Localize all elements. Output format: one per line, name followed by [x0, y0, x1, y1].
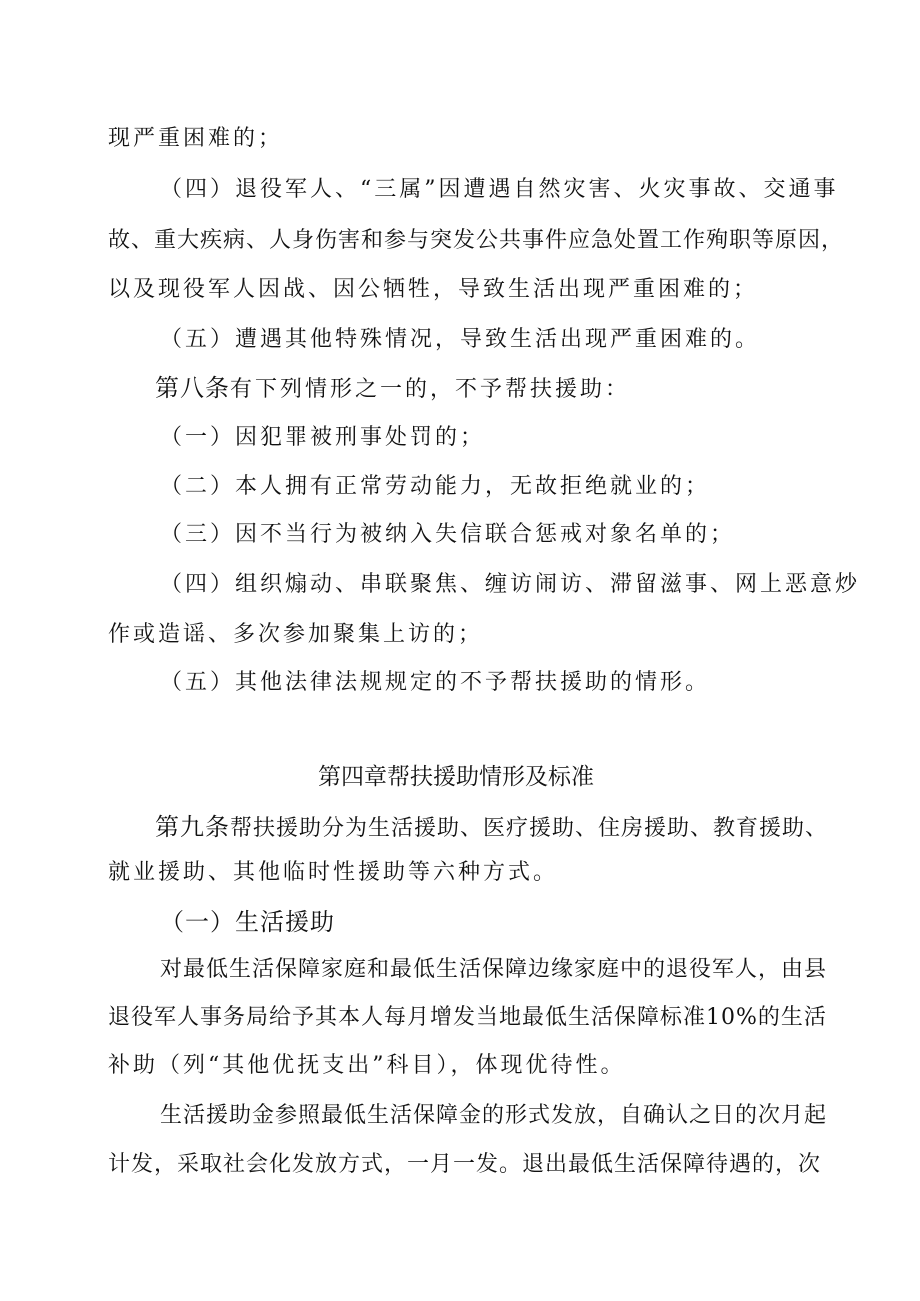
text-line: 作或造谣、多次参加聚集上访的；: [108, 622, 484, 647]
text-line: （五）其他法律法规规定的不予帮扶援助的情形。: [160, 670, 711, 695]
text-line: 有下列情形之一的，不予帮扶援助：: [230, 377, 631, 402]
text-line: 现严重困难的；: [108, 126, 284, 151]
text-line: （一）因犯罪被刑事处罚的；: [160, 425, 486, 450]
text-line: （四）退役军人、“三属”因遭遇自然灾害、火灾事故、交通事: [160, 177, 839, 202]
chapter-heading: 第四章帮扶援助情形及标准: [318, 764, 594, 790]
text-line: 对最低生活保障家庭和最低生活保障边缘家庭中的退役军人，由县: [160, 957, 828, 982]
article-9-paragraph: [155, 812, 828, 844]
article-8-paragraph: [155, 373, 630, 405]
subsection-heading: （一）生活援助: [160, 908, 335, 936]
text-line: 计发，采取社会化发放方式，一月一发。退出最低生活保障待遇的，次: [108, 1152, 822, 1177]
article-9-label: 第九条: [155, 813, 230, 841]
text-line: 生活援助金参照最低生活保障金的形式发放，自确认之日的次月起: [160, 1103, 828, 1128]
text-line: 帮扶援助分为生活援助、医疗援助、住房援助、教育援助、: [230, 816, 829, 841]
text-line: 补助（列“其他优抚支出”科目），体现优待性。: [108, 1053, 626, 1078]
text-line: （三）因不当行为被纳入失信联合惩戒对象名单的；: [160, 522, 736, 547]
article-8-label: 第八条: [155, 374, 230, 402]
text-line: 就业援助、其他临时性援助等六种方式。: [108, 860, 559, 885]
text-line: （四）组织煽动、串联聚焦、缠访闹访、滞留滋事、网上恶意炒: [160, 572, 861, 597]
text-line: 以及现役军人因战、因公牺牲，导致生活出现严重困难的；: [108, 277, 759, 302]
text-line: （五）遭遇其他特殊情况，导致生活出现严重困难的。: [160, 327, 761, 352]
text-line: 故、重大疾病、人身伤害和参与突发公共事件应急处置工作殉职等原因，: [108, 228, 845, 253]
text-line: （二）本人拥有正常劳动能力，无故拒绝就业的；: [160, 474, 711, 499]
text-line: 退役军人事务局给予其本人每月增发当地最低生活保障标准10%的生活: [108, 1005, 827, 1030]
